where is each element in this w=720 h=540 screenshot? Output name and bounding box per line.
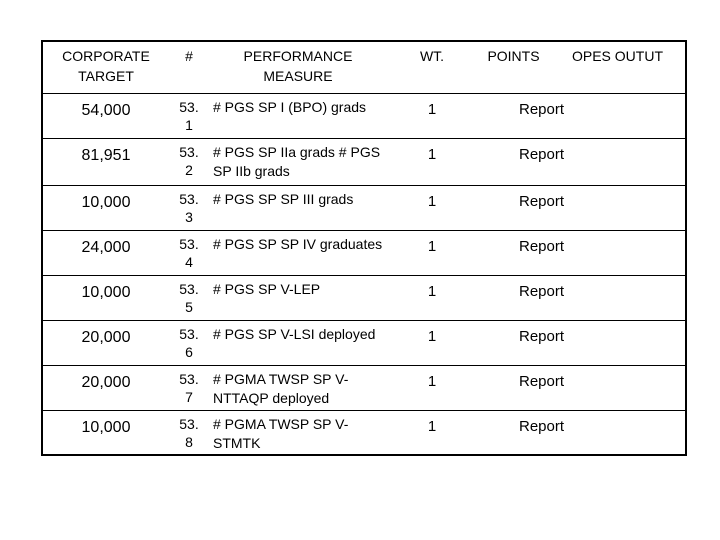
weight-cell: 1	[387, 275, 477, 320]
number-cell	[169, 275, 209, 320]
target-cell: 24,000	[42, 230, 169, 275]
number-cell	[169, 93, 209, 138]
table-row	[42, 410, 686, 455]
table-row	[42, 275, 686, 320]
output-cell	[519, 320, 686, 365]
number-suffix: 8	[185, 433, 193, 450]
output-cell	[519, 275, 686, 320]
target-cell: 20,000	[42, 365, 169, 410]
performance-table	[41, 40, 687, 456]
output-label: Report	[519, 282, 565, 300]
number-suffix: 2	[185, 161, 193, 178]
target-cell: 10,000	[42, 275, 169, 320]
target-cell: 81,951	[42, 138, 169, 185]
number-cell	[169, 185, 209, 230]
output-cell	[519, 93, 686, 138]
number-prefix: 53.	[179, 325, 199, 342]
number-suffix: 7	[185, 388, 193, 405]
weight-cell: 1	[387, 185, 477, 230]
weight-cell: 1	[387, 230, 477, 275]
output-label: Report	[519, 192, 565, 210]
number-prefix: 53.	[179, 415, 199, 432]
number-cell	[169, 138, 209, 185]
measure-cell: # PGS SP IIa grads # PGS SP IIb grads	[209, 138, 387, 185]
table-row	[42, 185, 686, 230]
measure-cell: # PGMA TWSP SP V-NTTAQP deployed	[209, 365, 387, 410]
number-prefix: 53.	[179, 370, 199, 387]
measure-cell: # PGMA TWSP SP V-STMTK	[213, 415, 349, 451]
number-cell	[169, 365, 209, 410]
header-number: #	[169, 41, 209, 93]
number-suffix: 1	[185, 116, 193, 133]
table-row	[42, 93, 686, 138]
measure-cell: # PGS SP I (BPO) grads	[209, 93, 387, 138]
target-cell: 20,000	[42, 320, 169, 365]
number-suffix: 5	[185, 298, 193, 315]
header-points: POINTS	[477, 41, 550, 93]
number-cell	[169, 230, 209, 275]
table-row	[42, 230, 686, 275]
number-prefix: 53.	[179, 98, 199, 115]
weight-cell: 1	[387, 320, 477, 365]
table-row	[42, 138, 686, 185]
output-label: Report	[519, 327, 565, 345]
table-body	[42, 93, 686, 455]
weight-cell: 1	[427, 417, 437, 435]
output-label: Report	[519, 100, 565, 118]
output-cell	[519, 365, 686, 410]
header-weight: WT.	[387, 41, 477, 93]
header-opes-output: OPES OUTUT	[550, 41, 686, 93]
number-cell	[169, 410, 209, 455]
number-suffix: 4	[185, 253, 193, 270]
measure-cell: # PGS SP SP IV graduates	[209, 230, 387, 275]
output-label: Report	[519, 417, 565, 435]
output-cell	[519, 185, 686, 230]
weight-cell: 1	[387, 365, 477, 410]
measure-cell: # PGS SP V-LEP	[209, 275, 387, 320]
number-cell	[169, 320, 209, 365]
number-prefix: 53.	[179, 190, 199, 207]
output-cell	[519, 138, 686, 185]
output-label: Report	[519, 145, 565, 163]
number-prefix: 53.	[179, 235, 199, 252]
target-cell: 10,000	[42, 185, 169, 230]
target-cell: 54,000	[42, 93, 169, 138]
table-row	[42, 365, 686, 410]
header-corporate-target: CORPORATE TARGET	[42, 41, 169, 93]
header-performance-measure: PERFORMANCE MEASURE	[209, 41, 387, 93]
measure-cell: # PGS SP SP III grads	[209, 185, 387, 230]
table-row	[42, 320, 686, 365]
output-label: Report	[519, 372, 565, 390]
header-row	[42, 41, 686, 93]
number-suffix: 6	[185, 343, 193, 360]
output-cell	[519, 410, 686, 455]
target-cell: 10,000	[81, 418, 131, 436]
number-prefix: 53.	[179, 280, 199, 297]
measure-cell: # PGS SP V-LSI deployed	[209, 320, 387, 365]
output-label: Report	[519, 237, 565, 255]
number-prefix: 53.	[179, 143, 199, 160]
number-suffix: 3	[185, 208, 193, 225]
weight-cell: 1	[387, 138, 477, 185]
output-cell	[519, 230, 686, 275]
weight-cell: 1	[387, 93, 477, 138]
